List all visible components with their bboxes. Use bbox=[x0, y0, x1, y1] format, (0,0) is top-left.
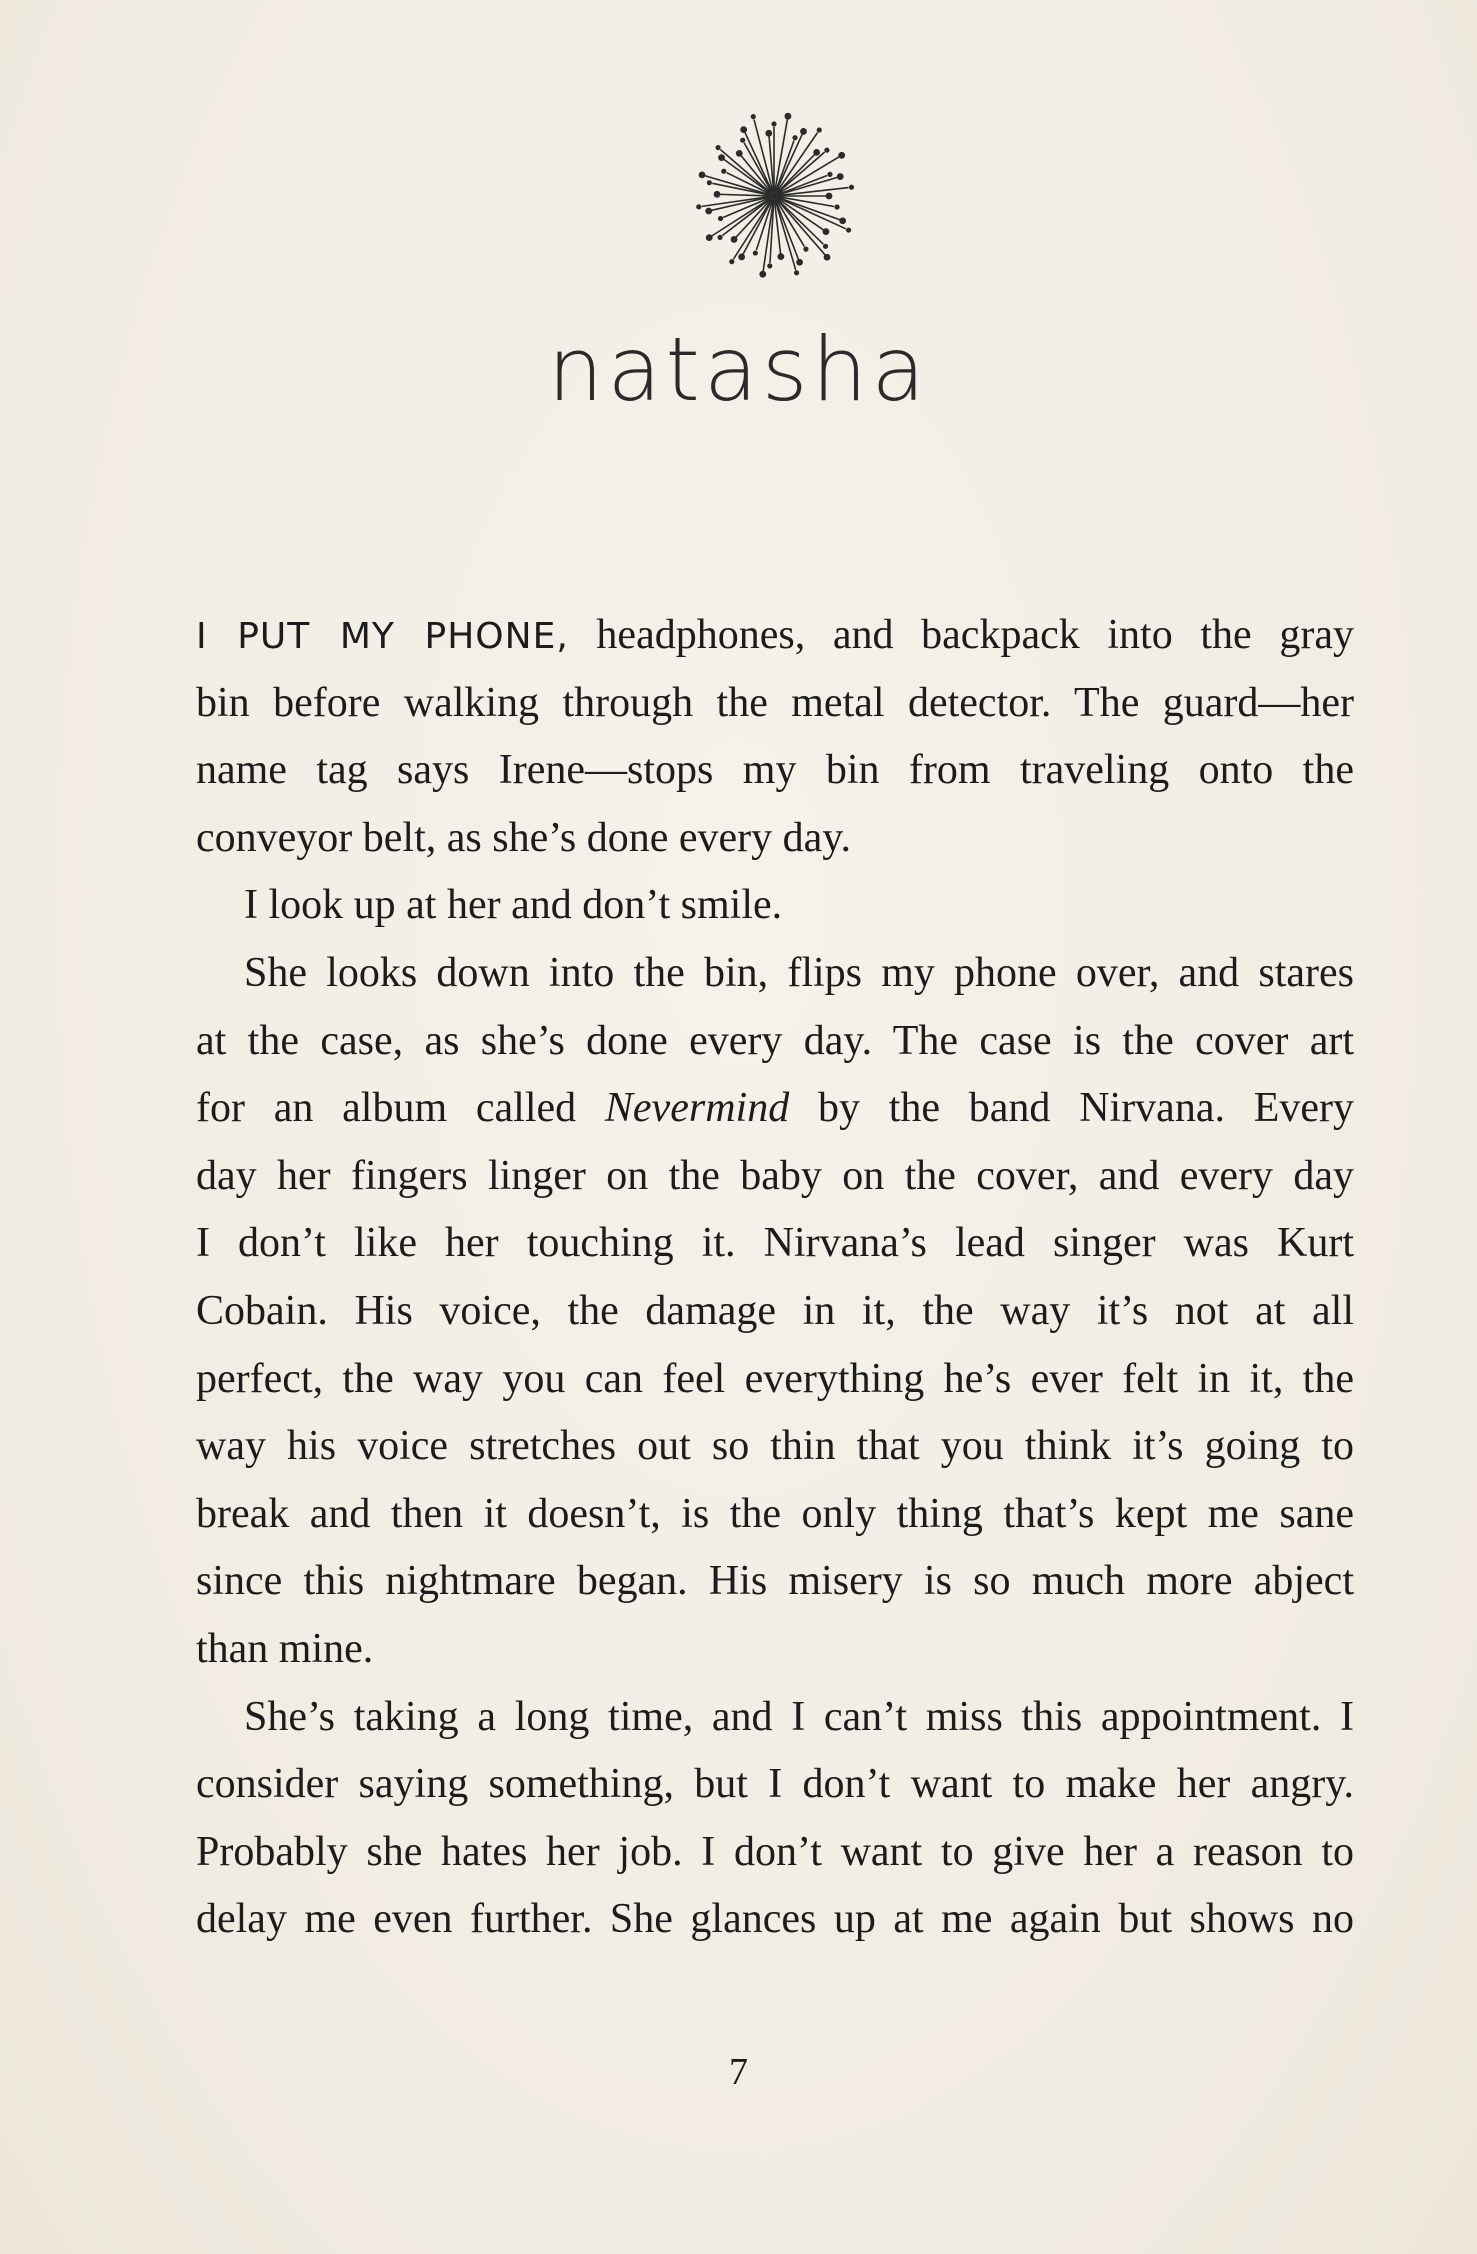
text-line-18: consider saying something, but I don’t want to make her angry. bbox=[196, 1761, 1354, 1808]
text-line-8 bbox=[196, 1075, 1354, 1143]
dandelion-burst-icon bbox=[688, 110, 860, 282]
page-number: 7 bbox=[729, 2051, 748, 2093]
text-line-3: name tag says Irene—stops my bin from traveling onto the bbox=[196, 747, 1354, 794]
text-line-9: day her fingers linger on the baby on the cover, and every day bbox=[196, 1152, 1354, 1199]
text-line-1 bbox=[196, 602, 1354, 670]
text-line-6: She looks down into the bin, flips my phone over, and stares bbox=[244, 949, 1354, 996]
text-line-14: break and then it doesn’t, is the only thing that’s kept me sane bbox=[196, 1490, 1354, 1537]
text-line-12: perfect, the way you can feel everything he’s ever felt in it, the bbox=[196, 1355, 1354, 1402]
chapter-title: natasha bbox=[547, 318, 930, 421]
text-line-7: at the case, as she’s done every day. The case is the cover art bbox=[196, 1017, 1354, 1064]
text-line-19: Probably she hates her job. I don’t want to give her a reason to bbox=[196, 1828, 1354, 1875]
text-line-5: I look up at her and don’t smile. bbox=[244, 882, 783, 929]
text-line-13: way his voice stretches out so thin that you think it’s going to bbox=[196, 1423, 1354, 1470]
text-line-15: since this nightmare began. His misery is so much more abject bbox=[196, 1558, 1354, 1605]
opening-small-caps: I PUT MY PHONE, bbox=[196, 616, 569, 657]
text-line-17: She’s taking a long time, and I can’t miss this appointment. I bbox=[244, 1693, 1354, 1740]
text-line-11: Cobain. His voice, the damage in it, the way it’s not at all bbox=[196, 1287, 1354, 1334]
album-title: Nevermind bbox=[604, 1085, 790, 1132]
text-line-10: I don’t like her touching it. Nirvana’s lead singer was Kurt bbox=[196, 1220, 1354, 1267]
text-line-20: delay me even further. She glances up at me again but shows no bbox=[196, 1896, 1354, 1943]
text-line-16: than mine. bbox=[196, 1625, 374, 1672]
text-line-4: conveyor belt, as she’s done every day. bbox=[196, 814, 852, 861]
line-text: by the band Nirvana. Every bbox=[789, 1085, 1355, 1132]
body-text bbox=[196, 602, 1354, 1954]
line-text: for an album called bbox=[196, 1085, 605, 1132]
text-line-2: bin before walking through the metal detector. The guard—her bbox=[196, 679, 1354, 726]
line-text: headphones, and backpack into the gray bbox=[568, 612, 1354, 658]
